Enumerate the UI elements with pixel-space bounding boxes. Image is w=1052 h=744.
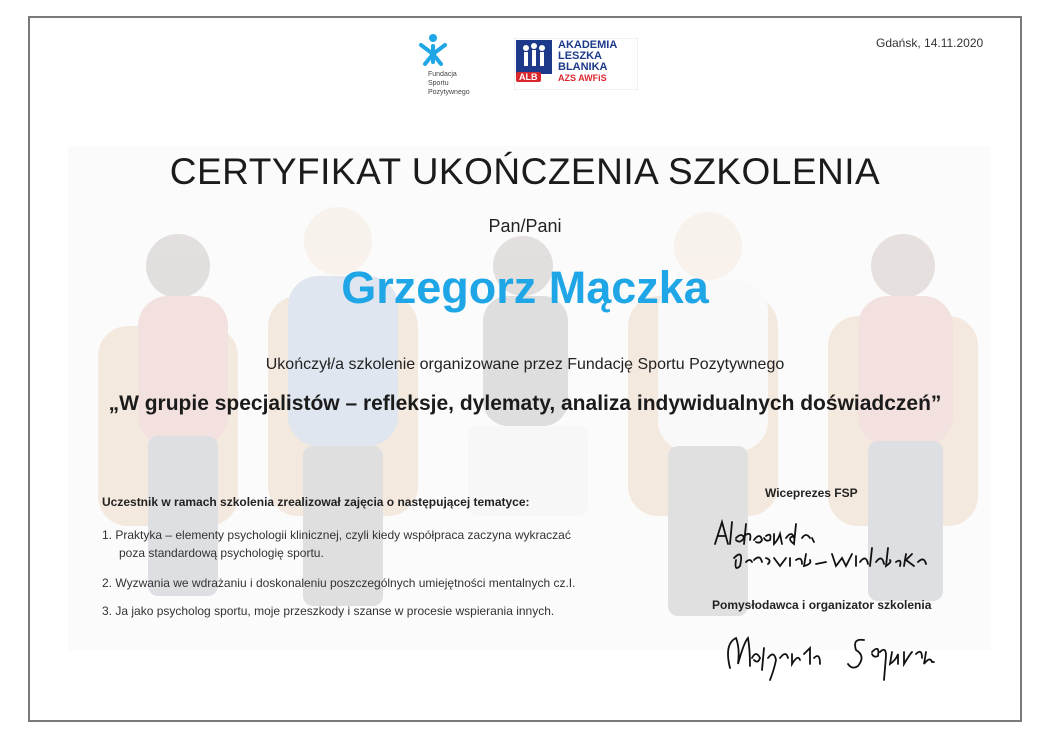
course-title: „W grupie specjalistów – refleksje, dylematy, analiza indywidualnych doświadczeń”: [108, 392, 942, 415]
salutation: Pan/Pani: [488, 216, 562, 236]
alb-logo-subtitle: AZS AWFiS: [558, 73, 607, 83]
alb-logo-name: [558, 40, 617, 73]
signer-role-organizer: Pomysłodawca i organizator szkolenia: [712, 598, 932, 612]
topic-item: [102, 526, 662, 562]
alb-logo-mark: ALB: [516, 72, 541, 82]
fsp-logo-text: Fundacja Sportu Pozytywnego: [428, 71, 470, 96]
topic-line: 2. Wyzwania we wdrażaniu i doskonaleniu poszczególnych umiejętności mentalnych cz.I.: [102, 576, 576, 590]
alb-logo-line: LESZKA: [558, 50, 602, 62]
recipient-name: Grzegorz Mączka: [341, 262, 709, 313]
signature-vice-president: [710, 514, 960, 576]
certificate-title: CERTYFIKAT UKOŃCZENIA SZKOLENIA: [169, 151, 881, 192]
topic-line-continued: poza standardową psychologię sportu.: [119, 546, 324, 560]
alb-logo-line: BLANIKA: [558, 61, 608, 73]
alb-logo-line: AKADEMIA: [558, 39, 618, 51]
issue-date: Gdańsk, 14.11.2020: [876, 36, 984, 50]
topic-item: [102, 602, 662, 620]
topic-item: [102, 574, 662, 592]
completion-statement: Ukończył/a szkolenie organizowane przez Fundację Sportu Pozytywnego: [265, 356, 785, 373]
topic-line: 1. Praktyka – elementy psychologii klinicznej, czyli kiedy współpraca zaczyna wykraczać: [102, 528, 571, 542]
signer-role-vice-president: Wiceprezes FSP: [765, 486, 858, 500]
topic-line: 3. Ja jako psycholog sportu, moje przeszkody i szanse w procesie wspierania innych.: [102, 604, 555, 618]
signature-organizer: [718, 618, 958, 690]
certificate-frame: [28, 16, 1022, 722]
topics-heading: Uczestnik w ramach szkolenia zrealizował zajęcia o następującej tematyce:: [102, 495, 530, 509]
